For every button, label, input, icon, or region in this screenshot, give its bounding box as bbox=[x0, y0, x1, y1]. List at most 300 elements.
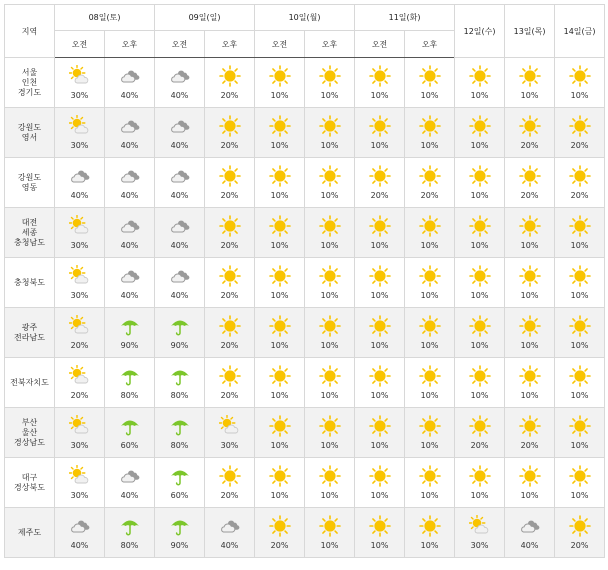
region-name bbox=[5, 108, 55, 158]
table-row bbox=[5, 208, 605, 258]
precip-chance: 10% bbox=[320, 391, 339, 400]
precip-chance: 10% bbox=[570, 91, 589, 100]
forecast-cell bbox=[155, 158, 205, 208]
am-header: 오전 bbox=[255, 31, 305, 58]
forecast-cell bbox=[355, 208, 405, 258]
cloudy-icon bbox=[169, 265, 191, 287]
precip-chance: 20% bbox=[270, 541, 289, 550]
sunny-icon bbox=[419, 465, 441, 487]
table-body bbox=[5, 58, 605, 558]
forecast-cell bbox=[555, 158, 605, 208]
forecast-cell bbox=[155, 408, 205, 458]
forecast-cell bbox=[405, 158, 455, 208]
table-row bbox=[5, 408, 605, 458]
precip-chance: 10% bbox=[420, 441, 439, 450]
precip-chance: 10% bbox=[370, 91, 389, 100]
forecast-cell bbox=[405, 258, 455, 308]
sunny-icon bbox=[369, 315, 391, 337]
partly-cloudy-icon bbox=[69, 115, 91, 137]
sunny-icon bbox=[269, 515, 291, 537]
forecast-cell bbox=[55, 408, 105, 458]
forecast-cell bbox=[155, 358, 205, 408]
forecast-cell bbox=[405, 208, 455, 258]
region-line: 영서 bbox=[21, 132, 38, 142]
forecast-cell bbox=[355, 358, 405, 408]
cloudy-icon bbox=[519, 515, 541, 537]
forecast-cell bbox=[355, 508, 405, 558]
forecast-cell bbox=[255, 58, 305, 108]
precip-chance: 20% bbox=[520, 141, 539, 150]
forecast-cell bbox=[555, 308, 605, 358]
region-line: 세종 bbox=[21, 227, 38, 237]
forecast-cell bbox=[305, 208, 355, 258]
precip-chance: 20% bbox=[570, 141, 589, 150]
forecast-cell bbox=[205, 258, 255, 308]
region-line: 서울 bbox=[21, 67, 38, 77]
forecast-cell bbox=[505, 158, 555, 208]
forecast-cell bbox=[505, 58, 555, 108]
forecast-cell bbox=[55, 458, 105, 508]
table-row bbox=[5, 108, 605, 158]
sunny-icon bbox=[219, 115, 241, 137]
precip-chance: 40% bbox=[170, 141, 189, 150]
forecast-cell bbox=[505, 408, 555, 458]
region-name bbox=[5, 458, 55, 508]
precip-chance: 80% bbox=[120, 541, 139, 550]
forecast-cell bbox=[105, 508, 155, 558]
sunny-icon bbox=[219, 215, 241, 237]
precip-chance: 30% bbox=[70, 441, 89, 450]
region-name bbox=[5, 308, 55, 358]
forecast-cell bbox=[455, 58, 505, 108]
cloudy-icon bbox=[169, 115, 191, 137]
region-line: 광주 bbox=[21, 322, 38, 332]
partly-cloudy-icon bbox=[469, 515, 491, 537]
region-line: 충청남도 bbox=[14, 237, 45, 247]
umbrella-icon bbox=[119, 415, 141, 437]
precip-chance: 10% bbox=[270, 491, 289, 500]
forecast-cell bbox=[305, 108, 355, 158]
region-line: 경상북도 bbox=[14, 482, 45, 492]
day-header: 13일(목) bbox=[505, 5, 555, 58]
region-name bbox=[5, 258, 55, 308]
day-header: 12일(수) bbox=[455, 5, 505, 58]
region-line: 경상남도 bbox=[14, 437, 45, 447]
precip-chance: 10% bbox=[420, 241, 439, 250]
region-line: 대구 bbox=[21, 472, 38, 482]
forecast-cell bbox=[355, 58, 405, 108]
forecast-cell bbox=[555, 458, 605, 508]
sunny-icon bbox=[419, 215, 441, 237]
partly-cloudy-icon bbox=[219, 415, 241, 437]
table-row bbox=[5, 258, 605, 308]
precip-chance: 40% bbox=[120, 141, 139, 150]
day-header: 08일(토) bbox=[55, 5, 155, 31]
forecast-cell bbox=[355, 308, 405, 358]
forecast-cell bbox=[205, 308, 255, 358]
sunny-icon bbox=[219, 65, 241, 87]
forecast-cell bbox=[105, 358, 155, 408]
weekly-forecast bbox=[4, 4, 604, 558]
region-line: 강원도 bbox=[17, 172, 42, 182]
sunny-icon bbox=[419, 415, 441, 437]
sunny-icon bbox=[319, 415, 341, 437]
forecast-cell bbox=[355, 408, 405, 458]
forecast-cell bbox=[505, 458, 555, 508]
forecast-cell bbox=[305, 158, 355, 208]
precip-chance: 10% bbox=[370, 291, 389, 300]
sunny-icon bbox=[269, 65, 291, 87]
region-line: 울산 bbox=[21, 427, 38, 437]
precip-chance: 10% bbox=[420, 291, 439, 300]
sunny-icon bbox=[369, 365, 391, 387]
precip-chance: 10% bbox=[320, 541, 339, 550]
sunny-icon bbox=[269, 415, 291, 437]
forecast-cell bbox=[105, 308, 155, 358]
precip-chance: 10% bbox=[270, 141, 289, 150]
precip-chance: 10% bbox=[420, 141, 439, 150]
cloudy-icon bbox=[119, 165, 141, 187]
forecast-cell bbox=[305, 358, 355, 408]
forecast-cell bbox=[555, 508, 605, 558]
sunny-icon bbox=[269, 115, 291, 137]
region-name bbox=[5, 208, 55, 258]
forecast-cell bbox=[55, 308, 105, 358]
precip-chance: 10% bbox=[320, 141, 339, 150]
sunny-icon bbox=[519, 215, 541, 237]
forecast-cell bbox=[555, 208, 605, 258]
region-line: 인천 bbox=[21, 77, 38, 87]
forecast-cell bbox=[255, 258, 305, 308]
forecast-cell bbox=[505, 508, 555, 558]
forecast-table bbox=[4, 4, 605, 558]
sunny-icon bbox=[319, 165, 341, 187]
precip-chance: 10% bbox=[470, 491, 489, 500]
precip-chance: 10% bbox=[520, 491, 539, 500]
forecast-cell bbox=[205, 508, 255, 558]
forecast-cell bbox=[555, 58, 605, 108]
forecast-cell bbox=[255, 358, 305, 408]
sunny-icon bbox=[569, 415, 591, 437]
forecast-cell bbox=[55, 258, 105, 308]
sunny-icon bbox=[469, 115, 491, 137]
precip-chance: 10% bbox=[320, 491, 339, 500]
precip-chance: 20% bbox=[220, 491, 239, 500]
sunny-icon bbox=[219, 265, 241, 287]
sunny-icon bbox=[569, 365, 591, 387]
region-name bbox=[5, 508, 55, 558]
forecast-cell bbox=[205, 358, 255, 408]
precip-chance: 40% bbox=[120, 191, 139, 200]
precip-chance: 20% bbox=[220, 241, 239, 250]
precip-chance: 10% bbox=[370, 491, 389, 500]
sunny-icon bbox=[519, 165, 541, 187]
precip-chance: 40% bbox=[170, 91, 189, 100]
precip-chance: 10% bbox=[470, 91, 489, 100]
umbrella-icon bbox=[169, 365, 191, 387]
cloudy-icon bbox=[169, 165, 191, 187]
precip-chance: 10% bbox=[470, 241, 489, 250]
forecast-cell bbox=[305, 258, 355, 308]
precip-chance: 30% bbox=[70, 291, 89, 300]
sunny-icon bbox=[319, 465, 341, 487]
sunny-icon bbox=[319, 365, 341, 387]
forecast-cell bbox=[205, 208, 255, 258]
sunny-icon bbox=[469, 415, 491, 437]
precip-chance: 20% bbox=[520, 441, 539, 450]
cloudy-icon bbox=[169, 65, 191, 87]
precip-chance: 20% bbox=[370, 191, 389, 200]
forecast-cell bbox=[405, 308, 455, 358]
precip-chance: 20% bbox=[570, 191, 589, 200]
sunny-icon bbox=[319, 265, 341, 287]
precip-chance: 10% bbox=[270, 291, 289, 300]
table-row bbox=[5, 158, 605, 208]
forecast-cell bbox=[555, 358, 605, 408]
cloudy-icon bbox=[169, 215, 191, 237]
forecast-cell bbox=[405, 58, 455, 108]
day-header: 09일(일) bbox=[155, 5, 255, 31]
forecast-cell bbox=[405, 358, 455, 408]
sunny-icon bbox=[419, 265, 441, 287]
umbrella-icon bbox=[119, 515, 141, 537]
precip-chance: 10% bbox=[420, 491, 439, 500]
region-line: 제주도 bbox=[17, 527, 42, 537]
sunny-icon bbox=[269, 215, 291, 237]
pm-header: 오후 bbox=[205, 31, 255, 58]
cloudy-icon bbox=[119, 265, 141, 287]
precip-chance: 20% bbox=[220, 191, 239, 200]
sunny-icon bbox=[269, 165, 291, 187]
forecast-cell bbox=[455, 358, 505, 408]
precip-chance: 10% bbox=[570, 291, 589, 300]
sunny-icon bbox=[469, 315, 491, 337]
forecast-cell bbox=[505, 108, 555, 158]
precip-chance: 10% bbox=[470, 291, 489, 300]
sunny-icon bbox=[519, 465, 541, 487]
forecast-cell bbox=[505, 358, 555, 408]
precip-chance: 10% bbox=[370, 391, 389, 400]
sunny-icon bbox=[369, 265, 391, 287]
precip-chance: 40% bbox=[170, 191, 189, 200]
precip-chance: 10% bbox=[470, 341, 489, 350]
forecast-cell bbox=[105, 158, 155, 208]
sunny-icon bbox=[369, 465, 391, 487]
sunny-icon bbox=[469, 65, 491, 87]
day-header: 11일(화) bbox=[355, 5, 455, 31]
sunny-icon bbox=[569, 465, 591, 487]
forecast-cell bbox=[55, 358, 105, 408]
precip-chance: 30% bbox=[70, 241, 89, 250]
precip-chance: 40% bbox=[170, 241, 189, 250]
forecast-cell bbox=[255, 108, 305, 158]
precip-chance: 10% bbox=[270, 91, 289, 100]
forecast-cell bbox=[155, 108, 205, 158]
forecast-cell bbox=[405, 108, 455, 158]
precip-chance: 30% bbox=[470, 541, 489, 550]
pm-header: 오후 bbox=[405, 31, 455, 58]
forecast-cell bbox=[155, 58, 205, 108]
forecast-cell bbox=[455, 208, 505, 258]
sunny-icon bbox=[269, 465, 291, 487]
forecast-cell bbox=[205, 158, 255, 208]
sunny-icon bbox=[319, 115, 341, 137]
sunny-icon bbox=[519, 365, 541, 387]
day-header: 14일(금) bbox=[555, 5, 605, 58]
sunny-icon bbox=[369, 115, 391, 137]
partly-cloudy-icon bbox=[69, 465, 91, 487]
cloudy-icon bbox=[119, 65, 141, 87]
precip-chance: 40% bbox=[220, 541, 239, 550]
precip-chance: 20% bbox=[220, 341, 239, 350]
cloudy-icon bbox=[69, 515, 91, 537]
sunny-icon bbox=[569, 165, 591, 187]
forecast-cell bbox=[205, 58, 255, 108]
sunny-icon bbox=[519, 315, 541, 337]
forecast-cell bbox=[355, 258, 405, 308]
forecast-cell bbox=[455, 408, 505, 458]
precip-chance: 20% bbox=[470, 441, 489, 450]
precip-chance: 10% bbox=[320, 191, 339, 200]
precip-chance: 40% bbox=[120, 241, 139, 250]
precip-chance: 40% bbox=[120, 91, 139, 100]
forecast-cell bbox=[305, 308, 355, 358]
precip-chance: 10% bbox=[570, 391, 589, 400]
cloudy-icon bbox=[219, 515, 241, 537]
partly-cloudy-icon bbox=[69, 315, 91, 337]
precip-chance: 20% bbox=[570, 541, 589, 550]
sunny-icon bbox=[369, 515, 391, 537]
sunny-icon bbox=[219, 465, 241, 487]
precip-chance: 10% bbox=[420, 391, 439, 400]
precip-chance: 90% bbox=[120, 341, 139, 350]
forecast-cell bbox=[355, 108, 405, 158]
region-line: 강원도 bbox=[17, 122, 42, 132]
forecast-cell bbox=[155, 458, 205, 508]
sunny-icon bbox=[219, 365, 241, 387]
partly-cloudy-icon bbox=[69, 65, 91, 87]
umbrella-icon bbox=[169, 415, 191, 437]
forecast-cell bbox=[55, 108, 105, 158]
forecast-cell bbox=[105, 108, 155, 158]
partly-cloudy-icon bbox=[69, 415, 91, 437]
precip-chance: 10% bbox=[270, 241, 289, 250]
precip-chance: 40% bbox=[120, 491, 139, 500]
precip-chance: 80% bbox=[120, 391, 139, 400]
sunny-icon bbox=[319, 65, 341, 87]
precip-chance: 40% bbox=[170, 291, 189, 300]
sunny-icon bbox=[469, 365, 491, 387]
umbrella-icon bbox=[119, 315, 141, 337]
sunny-icon bbox=[569, 515, 591, 537]
region-name bbox=[5, 158, 55, 208]
forecast-cell bbox=[105, 58, 155, 108]
forecast-cell bbox=[355, 458, 405, 508]
forecast-cell bbox=[55, 158, 105, 208]
sunny-icon bbox=[419, 65, 441, 87]
precip-chance: 10% bbox=[370, 141, 389, 150]
region-line: 부산 bbox=[21, 417, 38, 427]
sunny-icon bbox=[269, 315, 291, 337]
sunny-icon bbox=[369, 165, 391, 187]
pm-header: 오후 bbox=[105, 31, 155, 58]
region-line: 전북자치도 bbox=[10, 377, 49, 387]
forecast-cell bbox=[105, 408, 155, 458]
forecast-cell bbox=[455, 158, 505, 208]
forecast-cell bbox=[555, 258, 605, 308]
am-header: 오전 bbox=[355, 31, 405, 58]
forecast-cell bbox=[555, 408, 605, 458]
precip-chance: 10% bbox=[570, 341, 589, 350]
table-row bbox=[5, 358, 605, 408]
forecast-cell bbox=[455, 508, 505, 558]
partly-cloudy-icon bbox=[69, 265, 91, 287]
forecast-cell bbox=[305, 408, 355, 458]
sunny-icon bbox=[469, 465, 491, 487]
precip-chance: 20% bbox=[70, 341, 89, 350]
sunny-icon bbox=[419, 365, 441, 387]
umbrella-icon bbox=[119, 365, 141, 387]
forecast-cell bbox=[305, 58, 355, 108]
forecast-cell bbox=[505, 258, 555, 308]
precip-chance: 10% bbox=[320, 91, 339, 100]
sunny-icon bbox=[569, 265, 591, 287]
sunny-icon bbox=[519, 415, 541, 437]
table-row bbox=[5, 508, 605, 558]
forecast-cell bbox=[405, 458, 455, 508]
pm-header: 오후 bbox=[305, 31, 355, 58]
precip-chance: 10% bbox=[470, 391, 489, 400]
precip-chance: 10% bbox=[520, 341, 539, 350]
am-header: 오전 bbox=[155, 31, 205, 58]
sunny-icon bbox=[469, 265, 491, 287]
sunny-icon bbox=[369, 215, 391, 237]
precip-chance: 80% bbox=[170, 391, 189, 400]
precip-chance: 10% bbox=[320, 441, 339, 450]
forecast-cell bbox=[455, 458, 505, 508]
forecast-cell bbox=[405, 508, 455, 558]
forecast-cell bbox=[455, 258, 505, 308]
sunny-icon bbox=[269, 265, 291, 287]
sunny-icon bbox=[569, 215, 591, 237]
forecast-cell bbox=[105, 458, 155, 508]
forecast-cell bbox=[155, 308, 205, 358]
precip-chance: 10% bbox=[520, 291, 539, 300]
precip-chance: 10% bbox=[470, 141, 489, 150]
partly-cloudy-icon bbox=[69, 365, 91, 387]
forecast-cell bbox=[255, 158, 305, 208]
sunny-icon bbox=[219, 165, 241, 187]
sunny-icon bbox=[319, 515, 341, 537]
forecast-cell bbox=[205, 408, 255, 458]
sunny-icon bbox=[319, 215, 341, 237]
forecast-cell bbox=[55, 508, 105, 558]
table-row bbox=[5, 458, 605, 508]
forecast-cell bbox=[505, 208, 555, 258]
region-line: 경기도 bbox=[17, 87, 42, 97]
precip-chance: 20% bbox=[70, 391, 89, 400]
forecast-cell bbox=[355, 158, 405, 208]
forecast-cell bbox=[455, 108, 505, 158]
precip-chance: 60% bbox=[170, 491, 189, 500]
precip-chance: 10% bbox=[570, 441, 589, 450]
precip-chance: 40% bbox=[70, 541, 89, 550]
forecast-cell bbox=[255, 508, 305, 558]
sunny-icon bbox=[519, 65, 541, 87]
sunny-icon bbox=[269, 365, 291, 387]
precip-chance: 10% bbox=[370, 441, 389, 450]
precip-chance: 10% bbox=[420, 91, 439, 100]
